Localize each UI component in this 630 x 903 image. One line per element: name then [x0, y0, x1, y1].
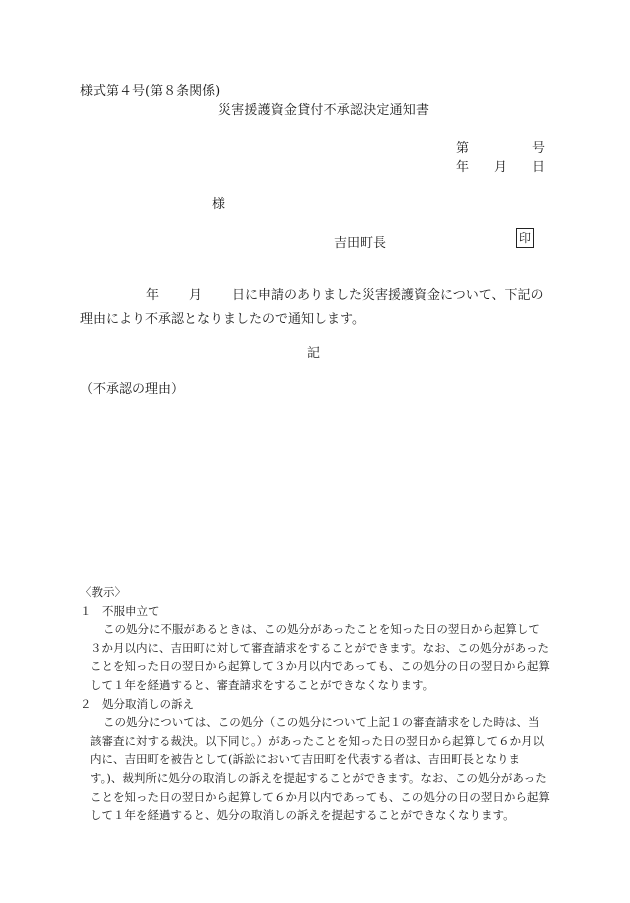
note-item-title-text: 処分取消しの訴え — [102, 696, 194, 711]
date-year: 年 — [456, 160, 470, 175]
body-text: 日に申請のありました災害援護資金について、下記の理由により不承認となりましたので通知します。 — [80, 288, 544, 327]
notes-heading: 〈教示〉 — [80, 585, 126, 599]
addressee-suffix: 様 — [212, 197, 226, 212]
instruction-notes — [80, 583, 550, 825]
seal-mark: 印 — [516, 228, 534, 248]
note-item-title-text: 不服申立て — [102, 603, 160, 618]
ki-heading: 記 — [307, 346, 321, 361]
number-suffix: 号 — [532, 141, 546, 156]
note-item-paragraph — [80, 713, 550, 825]
note-item-text: この処分については、この処分（この処分について上記１の審査請求をした時は、当該審査に対する裁決。以下同じ。）があったことを知った日の翌日から起算して６か月以内に、吉田町を被告として(訴訟において吉田町を代表する者は、吉田町長となります。)、裁判所に処分の取消しの訴えを提起することができます。なお、この処分があったことを知った日の翌日から起算して６か月以内であっても、この処分の日の翌日から起算して１年を経過すると、処分の取消しの訴えを提起することができなくなります。 — [90, 715, 550, 823]
issuer-name: 吉田町長 — [334, 236, 387, 251]
note-item-text: この処分に不服があるときは、この処分があったことを知った日の翌日から起算して３か月以内に、吉田町に対して審査請求をすることができます。なお、この処分があったことを知った日の翌日から起算して３か月以内であっても、この処分の日の翌日から起算して１年を経過すると、審査請求をすることができなくなります。 — [90, 622, 550, 692]
date-month: 月 — [494, 160, 508, 175]
number-prefix: 第 — [456, 141, 470, 156]
note-item-number: ２ — [80, 696, 92, 711]
note-item-number: １ — [80, 603, 92, 618]
note-item-title — [80, 602, 550, 621]
notification-body — [80, 284, 548, 332]
body-year: 年 — [146, 288, 160, 303]
note-item-paragraph — [80, 620, 550, 694]
date-day: 日 — [532, 160, 546, 175]
body-month: 月 — [189, 288, 203, 303]
form-label: 様式第４号(第８条関係) — [80, 84, 221, 99]
note-item-title — [80, 695, 550, 714]
document-title: 災害援護資金貸付不承認決定通知書 — [218, 103, 430, 118]
reason-label: （不承認の理由） — [80, 382, 185, 397]
